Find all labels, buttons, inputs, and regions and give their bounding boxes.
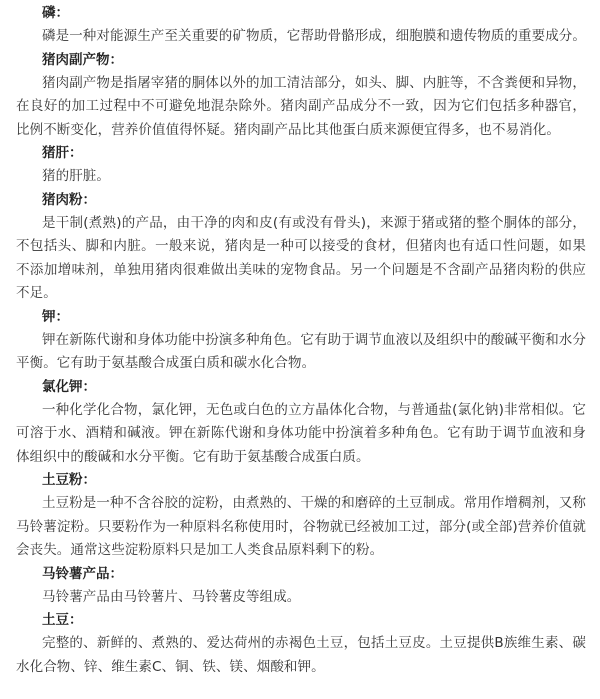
- entry-definition: 是干制(煮熟)的产品，由干净的肉和皮(有或没有骨头)，来源于猪或猪的整个胴体的部分，不包括头、脚和内脏。一般来说，猪肉是一种可以接受的食材，但猪肉也有适口性问题，如果不添加增味剂，单独用猪肉很难做出美味的宠物食品。另一个问题是不含副产品猪肉粉的供应不足。: [16, 214, 586, 301]
- glossary-entry-potato-flour: [16, 469, 586, 563]
- entry-definition: 土豆粉是一种不含谷胶的淀粉，由煮熟的、干燥的和磨碎的土豆制成。常用作增稠剂，又称马铃薯淀粉。只要粉作为一种原料名称使用时，谷物就已经被加工过，部分(或全部)营养价值就会丧失。通常这些淀粉原料只是加工人类食品原料剩下的粉。: [16, 495, 586, 558]
- glossary-entry-pork-meal: [16, 189, 586, 306]
- entry-definition: 一种化学化合物，氯化钾，无色或白色的立方晶体化合物，与普通盐(氯化钠)非常相似。它可溶于水、酒精和碱液。钾在新陈代谢和身体功能中扮演着多种角色。它有助于调节血液和身体组织中的酸碱和水分平衡。它有助于氨基酸合成蛋白质。: [16, 401, 586, 465]
- glossary-entry-potato: [16, 609, 586, 679]
- entry-definition: 马铃薯产品由马铃薯片、马铃薯皮等组成。: [42, 588, 301, 605]
- entry-term: 钾：: [42, 308, 69, 325]
- entry-term: 土豆：: [42, 612, 83, 628]
- entry-definition: 钾在新陈代谢和身体功能中扮演多种角色。它有助于调节血液以及组织中的酸碱平衡和水分平衡。它有助于氨基酸合成蛋白质和碳水化合物。: [16, 331, 586, 371]
- entry-term: 磷：: [42, 5, 69, 21]
- glossary-entry-pork-liver: [16, 142, 586, 189]
- entry-definition: 猪肉副产物是指屠宰猪的胴体以外的加工清洁部分，如头、脚、内脏等，不含粪便和异物，在良好的加工过程中不可避免地混杂除外。猪肉副产品成分不一致，因为它们包括多种器官，比例不断变化，营养价值值得怀疑。猪肉副产品比其他蛋白质来源便宜得多，也不易消化。: [16, 74, 586, 138]
- entry-definition: 猪的肝脏。: [42, 168, 110, 184]
- glossary-entry-phosphorus: [16, 2, 586, 49]
- entry-term: 猪肝：: [42, 145, 83, 161]
- glossary-entry-pork-byproducts: [16, 49, 586, 143]
- entry-term: 土豆粉：: [42, 472, 96, 488]
- entry-definition: 完整的、新鲜的、煮熟的、爱达荷州的赤褐色土豆，包括土豆皮。土豆提供B族维生素、碳水化合物、锌、维生素C、铜、铁、镁、烟酸和钾。: [16, 635, 586, 675]
- entry-term: 马铃薯产品：: [42, 565, 123, 582]
- entry-definition: 磷是一种对能源生产至关重要的矿物质，它帮助骨骼形成，细胞膜和遗传物质的重要成分。: [42, 28, 586, 44]
- entry-term: 猪肉粉：: [42, 191, 96, 208]
- glossary-entry-potassium-chloride: [16, 376, 586, 470]
- entry-term: 猪肉副产物：: [42, 51, 123, 68]
- glossary-entry-potassium: [16, 306, 586, 376]
- glossary-entry-potato-products: [16, 563, 586, 610]
- entry-term: 氯化钾：: [42, 378, 96, 395]
